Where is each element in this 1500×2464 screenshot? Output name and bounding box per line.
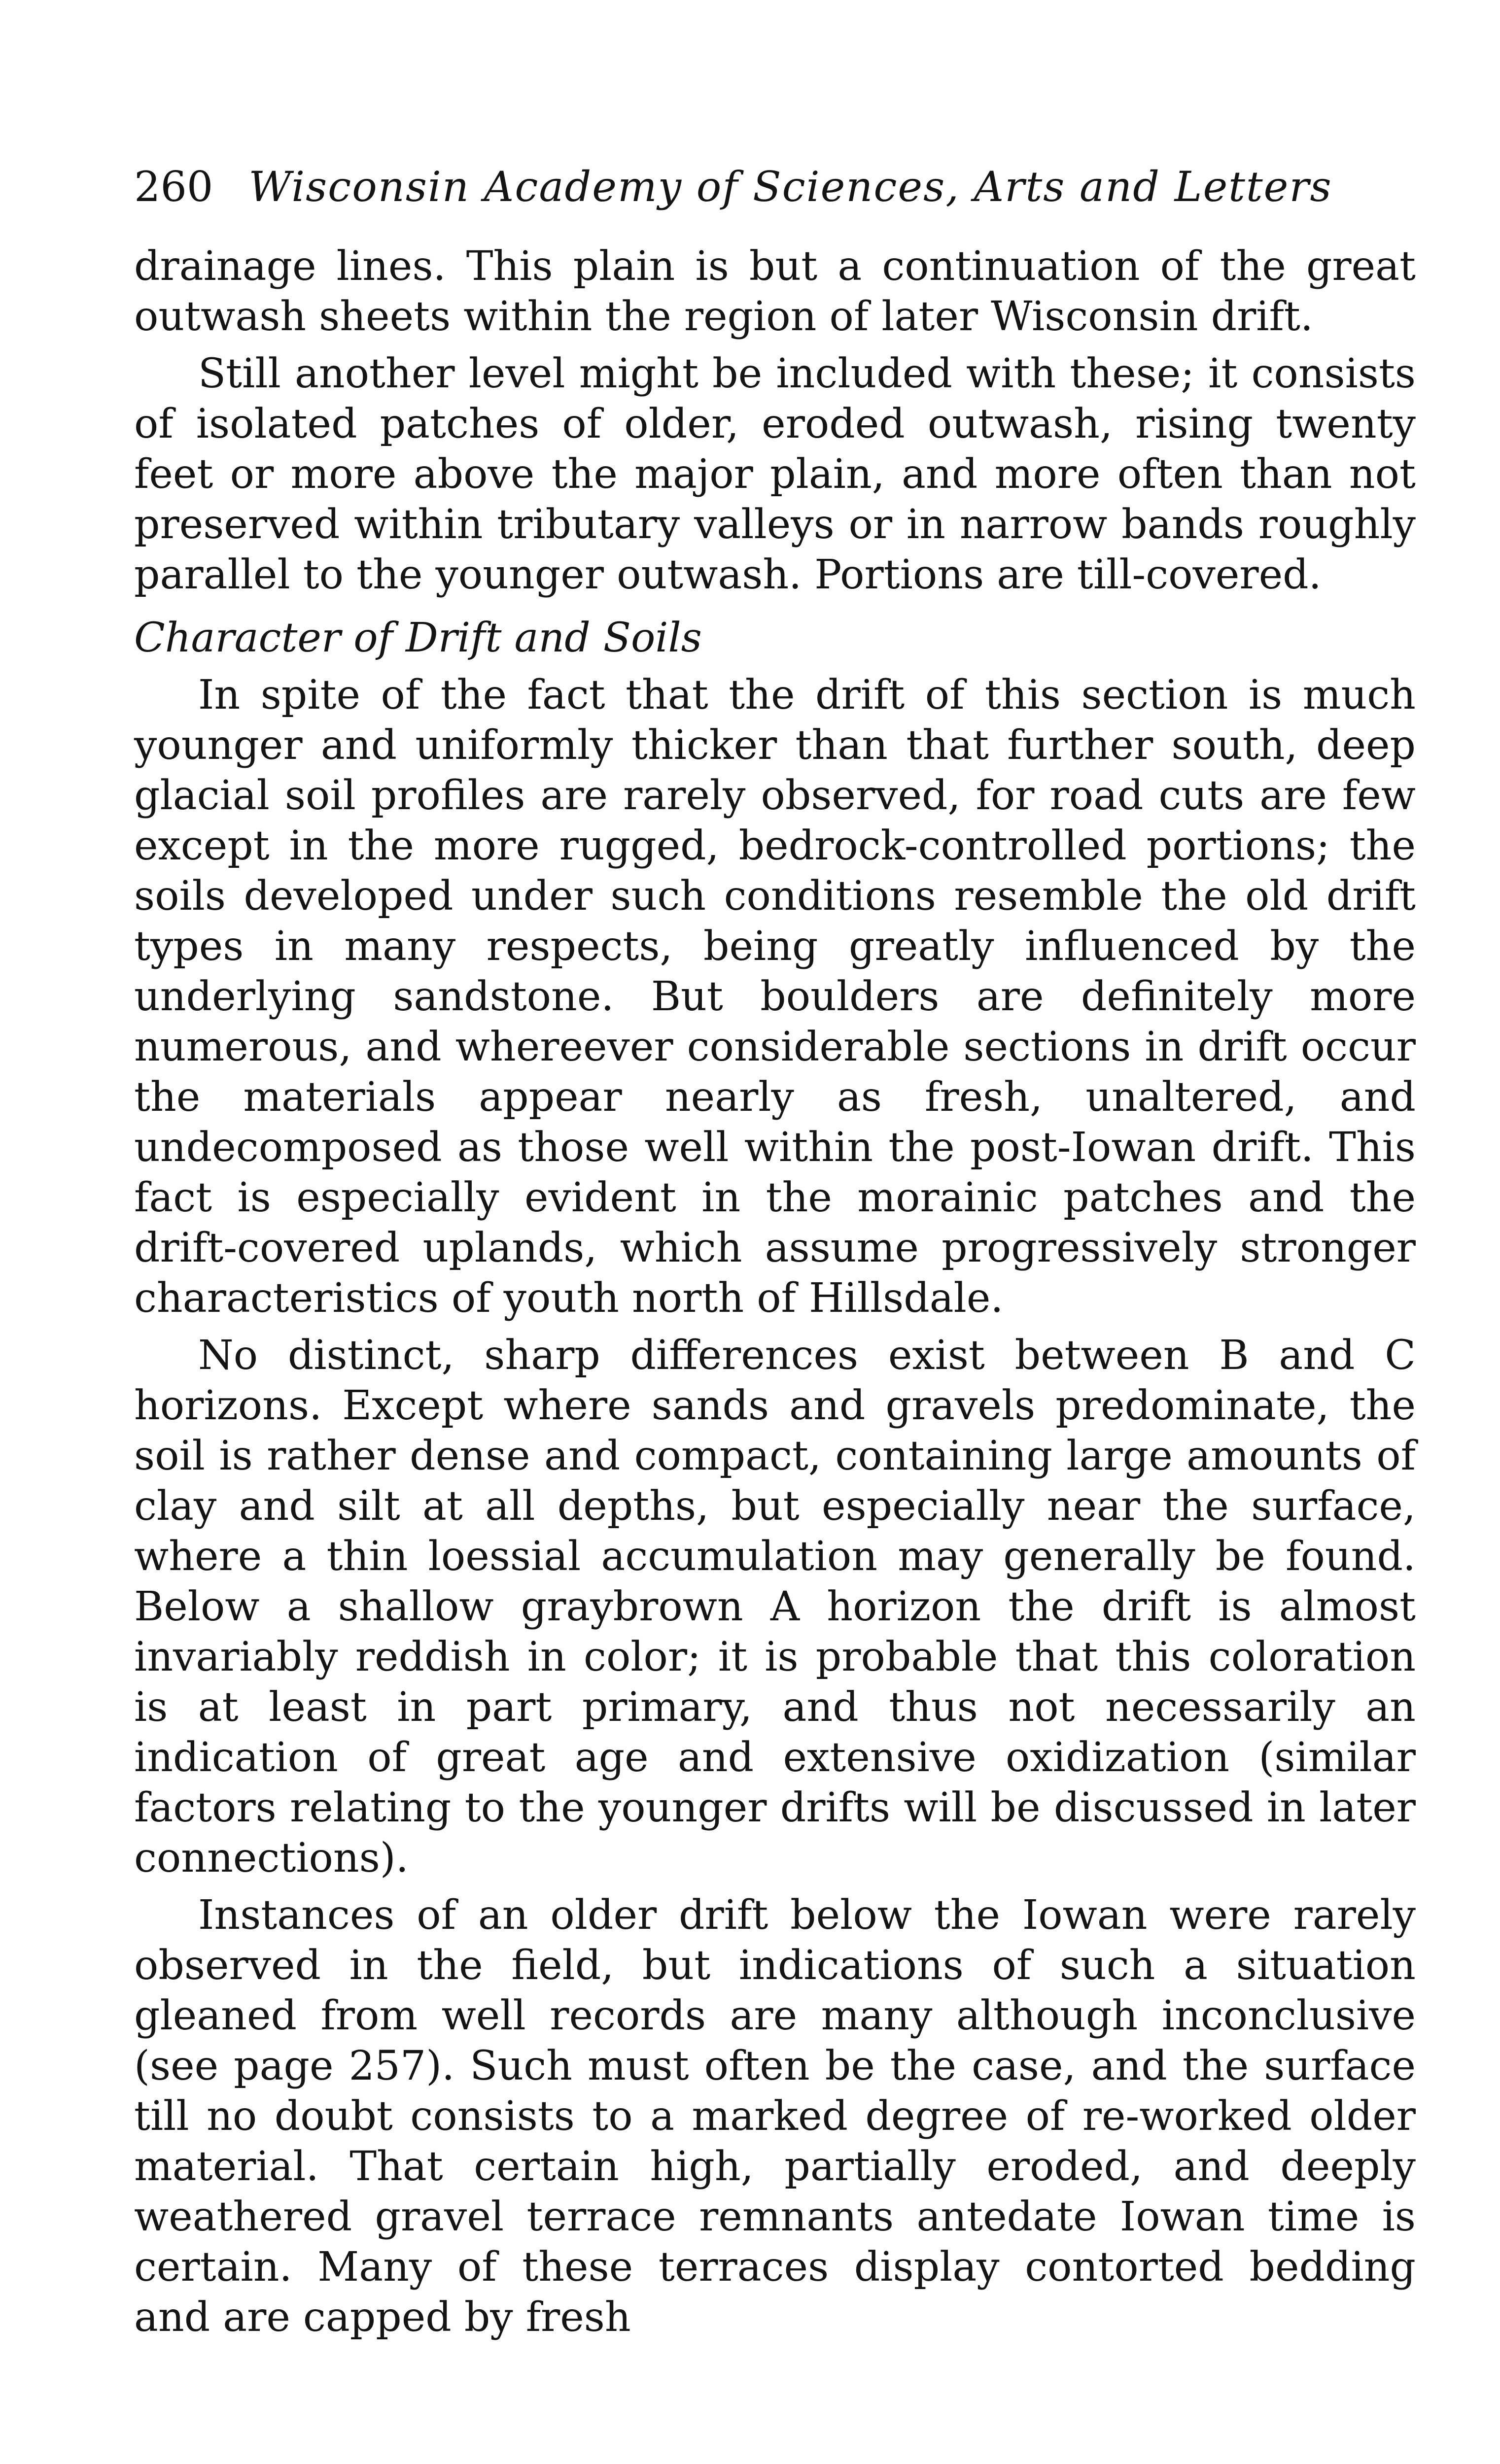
paragraph: Still another level might be included with these; it consists of isolated patches of older, eroded outwash, rising twenty feet or more above the major plain, and more often than not preserved within tributary valleys or in narrow bands roughly parallel to the younger outwash. Portions are till-covered.: [134, 350, 1416, 598]
paragraph: In spite of the fact that the drift of this section is much younger and uniformly thicker than that further south, deep glacial soil profiles are rarely observed, for road cuts are few except in the more rugged, bedrock-controlled portions; the soils developed under such conditions resemble the old drift types in many respects, being greatly influenced by the underlying sandstone. But boulders are definitely more numerous, and whereever considerable sections in drift occur the materials appear nearly as fresh, unaltered, and undecomposed as those well within the post-Iowan drift. This fact is especially evident in the morainic patches and the drift-covered uplands, which assume progressively stronger characteristics of youth north of Hillsdale.: [134, 672, 1416, 1322]
paragraph: Instances of an older drift below the Iowan were rarely observed in the field, but indications of such a situation gleaned from well records are many although inconclusive (see page 257). Such must often be the case, and the surface till no doubt consists to a marked degree of re-worked older material. That certain high, partially eroded, and deeply weathered gravel terrace remnants antedate Iowan time is certain. Many of these terraces display contorted bedding and are capped by fresh: [134, 1892, 1416, 2341]
paragraph-continuation: drainage lines. This plain is but a continuation of the great outwash sheets within the region of later Wisconsin drift.: [134, 243, 1416, 340]
paragraph: No distinct, sharp differences exist between B and C horizons. Except where sands and gravels predominate, the soil is rather dense and compact, containing large amounts of clay and silt at all depths, but especially near the surface, where a thin loessial accumulation may generally be found. Below a shallow graybrown A horizon the drift is almost invariably reddish in color; it is probable that this coloration is at least in part primary, and thus not necessarily an indication of great age and extensive oxidization (similar factors relating to the younger drifts will be discussed in later connections).: [134, 1332, 1416, 1882]
page-number: 260: [134, 163, 213, 211]
page: [134, 163, 1416, 2350]
journal-title: Wisconsin Academy of Sciences, Arts and Letters: [248, 163, 1332, 211]
running-head: [134, 163, 1416, 237]
section-heading: Character of Drift and Soils: [134, 615, 702, 661]
